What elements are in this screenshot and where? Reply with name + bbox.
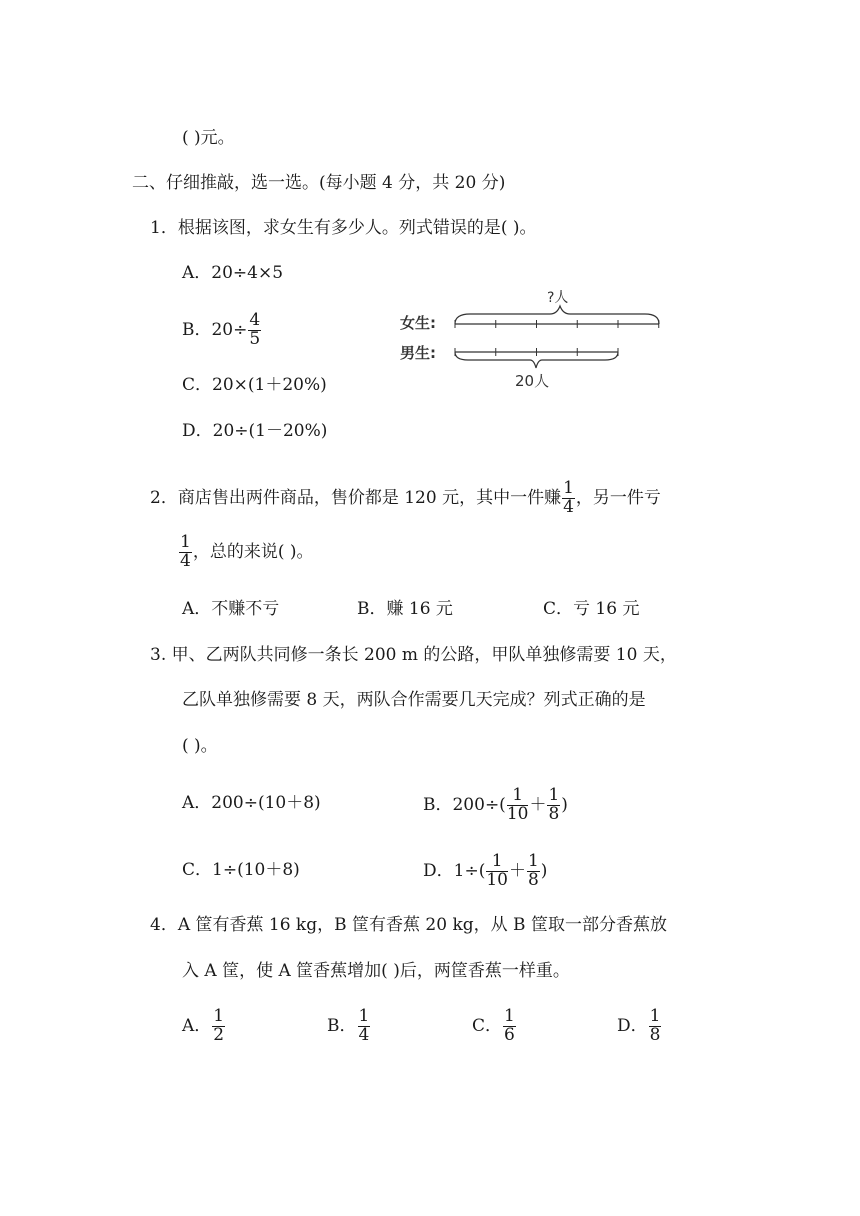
fraction-numerator: 1 bbox=[504, 1006, 515, 1026]
q1-option-d: D．20÷(1－20%) bbox=[182, 421, 328, 441]
fraction-numerator: 1 bbox=[180, 532, 191, 552]
q3-option-b bbox=[423, 787, 568, 824]
q2-option-c: C．亏 16 元 bbox=[543, 599, 640, 619]
q4-option-c bbox=[472, 1008, 517, 1045]
fraction-denominator: 4 bbox=[180, 550, 191, 571]
fraction-numerator: 1 bbox=[507, 787, 529, 806]
q1-option-b-fraction bbox=[248, 312, 261, 349]
fraction-numerator: 1 bbox=[548, 785, 560, 805]
fraction-numerator: 1 bbox=[563, 478, 574, 498]
fraction-denominator: 8 bbox=[527, 869, 539, 890]
question-label: ?人 bbox=[547, 290, 569, 306]
fraction-numerator: 1 bbox=[527, 851, 539, 871]
girls-brace bbox=[455, 306, 659, 324]
q1-stem: 1．根据该图，求女生有多少人。列式错误的是( )。 bbox=[150, 218, 537, 238]
fraction-numerator: 1 bbox=[213, 1006, 225, 1026]
fraction-denominator: 4 bbox=[358, 1024, 370, 1045]
q4-option-b bbox=[327, 1008, 371, 1045]
option-label: D． bbox=[617, 1015, 648, 1036]
q2-option-a: A．不赚不亏 bbox=[182, 599, 280, 619]
close-paren: ) bbox=[561, 794, 568, 815]
boys-count-label: 20人 bbox=[515, 372, 550, 390]
q4-stem-line1: 4．A 筐有香蕉 16 kg，B 筐有香蕉 20 kg，从 B 筐取一部分香蕉放 bbox=[150, 915, 667, 935]
girls-label: 女生: bbox=[400, 314, 436, 332]
fraction-denominator: 8 bbox=[649, 1024, 661, 1045]
close-paren: ) bbox=[540, 860, 548, 881]
q2-stem-line1 bbox=[150, 480, 661, 517]
option-label: A． bbox=[182, 1015, 212, 1036]
q4-stem-line2: 入 A 筐，使 A 筐香蕉增加( )后，两筐香蕉一样重。 bbox=[182, 961, 570, 981]
q3-option-a: A．200÷(10＋8) bbox=[182, 793, 321, 813]
q2-option-b: B．赚 16 元 bbox=[357, 599, 453, 619]
fraction-denominator: 10 bbox=[506, 803, 529, 824]
plus-sign: ＋ bbox=[508, 860, 526, 881]
q2-fraction-gain bbox=[562, 480, 575, 517]
q4-option-d bbox=[617, 1008, 662, 1045]
fraction-numerator: 1 bbox=[358, 1006, 370, 1026]
answer-blank-line: ( )元。 bbox=[182, 128, 235, 148]
fraction-denominator: 5 bbox=[249, 328, 261, 349]
q4-option-d-fraction bbox=[649, 1008, 662, 1045]
q3-stem-line1: 3. 甲、乙两队共同修一条长 200 m 的公路，甲队单独修需要 10 天， bbox=[150, 645, 677, 665]
fraction-numerator: 4 bbox=[249, 310, 261, 330]
q1-option-c: C．20×(1＋20%) bbox=[182, 375, 327, 395]
boys-label: 男生: bbox=[400, 344, 436, 362]
option-label: C． bbox=[472, 1015, 503, 1036]
q3-option-d-prefix: D．1÷( bbox=[423, 860, 486, 881]
q3-stem-line3: ( )。 bbox=[182, 736, 218, 756]
section-heading: 二、仔细推敲，选一选。(每小题 4 分，共 20 分) bbox=[132, 173, 506, 193]
option-label: B． bbox=[327, 1015, 357, 1036]
q4-option-b-fraction bbox=[358, 1008, 371, 1045]
fraction-denominator: 10 bbox=[486, 869, 508, 890]
q3-option-d-fraction2 bbox=[527, 853, 540, 890]
q2-stem-part1: 2．商店售出两件商品，售价都是 120 元，其中一件赚 bbox=[150, 487, 562, 508]
q4-option-a-fraction bbox=[212, 1008, 225, 1045]
q4-option-a bbox=[182, 1008, 226, 1045]
q3-option-d bbox=[423, 853, 547, 890]
fraction-denominator: 2 bbox=[213, 1024, 225, 1045]
q3-option-b-prefix: B．200÷( bbox=[423, 794, 506, 815]
fraction-denominator: 4 bbox=[563, 496, 574, 517]
plus-sign: ＋ bbox=[529, 794, 547, 815]
q2-stem-part3: ，总的来说( )。 bbox=[192, 541, 314, 562]
q3-option-c: C．1÷(10＋8) bbox=[182, 860, 300, 880]
fraction-numerator: 1 bbox=[486, 853, 508, 872]
q2-fraction-loss bbox=[179, 534, 192, 571]
q2-stem-part2: ，另一件亏 bbox=[575, 487, 661, 508]
q2-stem-line2 bbox=[178, 534, 314, 571]
q3-option-d-fraction1 bbox=[486, 853, 508, 890]
q3-option-b-fraction1 bbox=[507, 787, 529, 824]
q4-option-c-fraction bbox=[503, 1008, 516, 1045]
q1-option-a: A．20÷4×5 bbox=[182, 263, 284, 283]
q3-stem-line2: 乙队单独修需要 8 天，两队合作需要几天完成？列式正确的是 bbox=[182, 690, 646, 710]
q3-option-b-fraction2 bbox=[547, 787, 560, 824]
q1-option-b bbox=[182, 312, 262, 349]
q1-option-b-prefix: B．20÷ bbox=[182, 319, 248, 340]
fraction-denominator: 6 bbox=[504, 1024, 515, 1045]
fraction-numerator: 1 bbox=[649, 1006, 661, 1026]
fraction-denominator: 8 bbox=[548, 803, 560, 824]
q1-segment-diagram bbox=[390, 284, 690, 394]
